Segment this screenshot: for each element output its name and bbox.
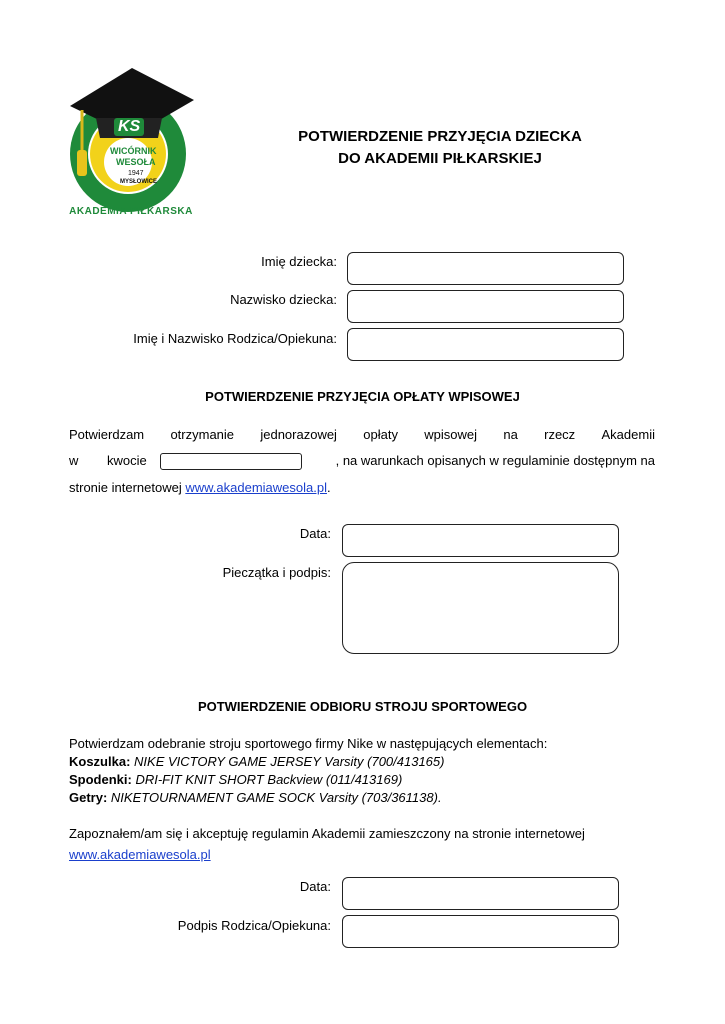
kit-item-shorts bbox=[69, 770, 402, 790]
fee-kwocie: kwocie bbox=[107, 453, 147, 468]
stamp-signature-label: Pieczątka i podpis: bbox=[222, 565, 331, 580]
fee-website-text: stronie internetowej bbox=[69, 480, 182, 495]
logo-city: MYSŁOWICE bbox=[120, 179, 157, 185]
fee-word: Potwierdzam bbox=[69, 427, 145, 442]
parent-name-label: Imię i Nazwisko Rodzica/Opiekuna: bbox=[133, 331, 337, 346]
kit-section-heading: POTWIERDZENIE ODBIORU STROJU SPORTOWEGO bbox=[197, 699, 528, 714]
fee-word: jednorazowej bbox=[260, 427, 337, 442]
fee-word: wpisowej bbox=[424, 427, 478, 442]
logo-year: 1947 bbox=[128, 170, 144, 177]
parent-signature-label: Podpis Rodzica/Opiekuna: bbox=[177, 918, 331, 933]
fee-w: w bbox=[69, 453, 79, 468]
child-name-label: Imię dziecka: bbox=[261, 254, 337, 269]
kit-date-field[interactable] bbox=[342, 877, 619, 910]
fee-paragraph-line-3 bbox=[69, 478, 331, 498]
stamp-signature-field[interactable] bbox=[342, 562, 619, 654]
kit-item-socks bbox=[69, 788, 442, 808]
fee-date-label: Data: bbox=[299, 526, 331, 541]
kit-item-desc: DRI-FIT KNIT SHORT Backview (011/413169) bbox=[135, 772, 403, 787]
kit-date-label: Data: bbox=[299, 879, 331, 894]
academy-logo bbox=[62, 66, 202, 226]
logo-club-line2: WESOŁA bbox=[116, 157, 156, 167]
logo-academy-text: AKADEMIA PIŁKARSKA bbox=[69, 206, 193, 217]
child-surname-field[interactable] bbox=[347, 290, 624, 323]
fee-date-field[interactable] bbox=[342, 524, 619, 557]
parent-signature-field[interactable] bbox=[342, 915, 619, 948]
page-title bbox=[270, 126, 610, 170]
kit-item-shirt bbox=[69, 752, 444, 772]
kit-item-desc: NIKETOURNAMENT GAME SOCK Varsity (703/361138). bbox=[110, 790, 442, 805]
kit-item-name: Koszulka: bbox=[69, 754, 131, 769]
kit-item-name: Getry: bbox=[69, 790, 108, 805]
fee-section-heading: POTWIERDZENIE PRZYJĘCIA OPŁATY WPISOWEJ bbox=[205, 389, 520, 404]
child-name-field[interactable] bbox=[347, 252, 624, 285]
fee-word: otrzymanie bbox=[170, 427, 235, 442]
fee-word: rzecz bbox=[544, 427, 576, 442]
kit-intro: Potwierdzam odebranie stroju sportowego firmy Nike w następujących elementach: bbox=[69, 736, 548, 751]
title-line-1: POTWIERDZENIE PRZYJĘCIA DZIECKA bbox=[298, 128, 582, 145]
fee-conditions-text: , na warunkach opisanych w regulaminie dostępnym na bbox=[335, 453, 655, 468]
parent-name-field[interactable] bbox=[347, 328, 624, 361]
fee-paragraph-line-1 bbox=[69, 425, 655, 445]
child-surname-label: Nazwisko dziecka: bbox=[230, 292, 337, 307]
fee-period: . bbox=[326, 480, 331, 495]
fee-word: opłaty bbox=[363, 427, 398, 442]
kit-item-desc: NIKE VICTORY GAME JERSEY Varsity (700/413165) bbox=[134, 754, 445, 769]
logo-club-line1: WICÓRNIK bbox=[110, 146, 157, 156]
fee-amount-field[interactable] bbox=[160, 453, 302, 470]
logo-initials: KS bbox=[114, 118, 144, 136]
title-line-2: DO AKADEMII PIŁKARSKIEJ bbox=[338, 150, 542, 167]
fee-word: Akademii bbox=[601, 427, 655, 442]
kit-item-name: Spodenki: bbox=[69, 772, 132, 787]
fee-word: na bbox=[503, 427, 518, 442]
fee-website-link[interactable]: www.akademiawesola.pl bbox=[185, 480, 327, 495]
accept-website-link[interactable]: www.akademiawesola.pl bbox=[69, 847, 211, 862]
accept-text: Zapoznałem/am się i akceptuję regulamin Akademii zamieszczony na stronie internetowej bbox=[69, 826, 585, 841]
